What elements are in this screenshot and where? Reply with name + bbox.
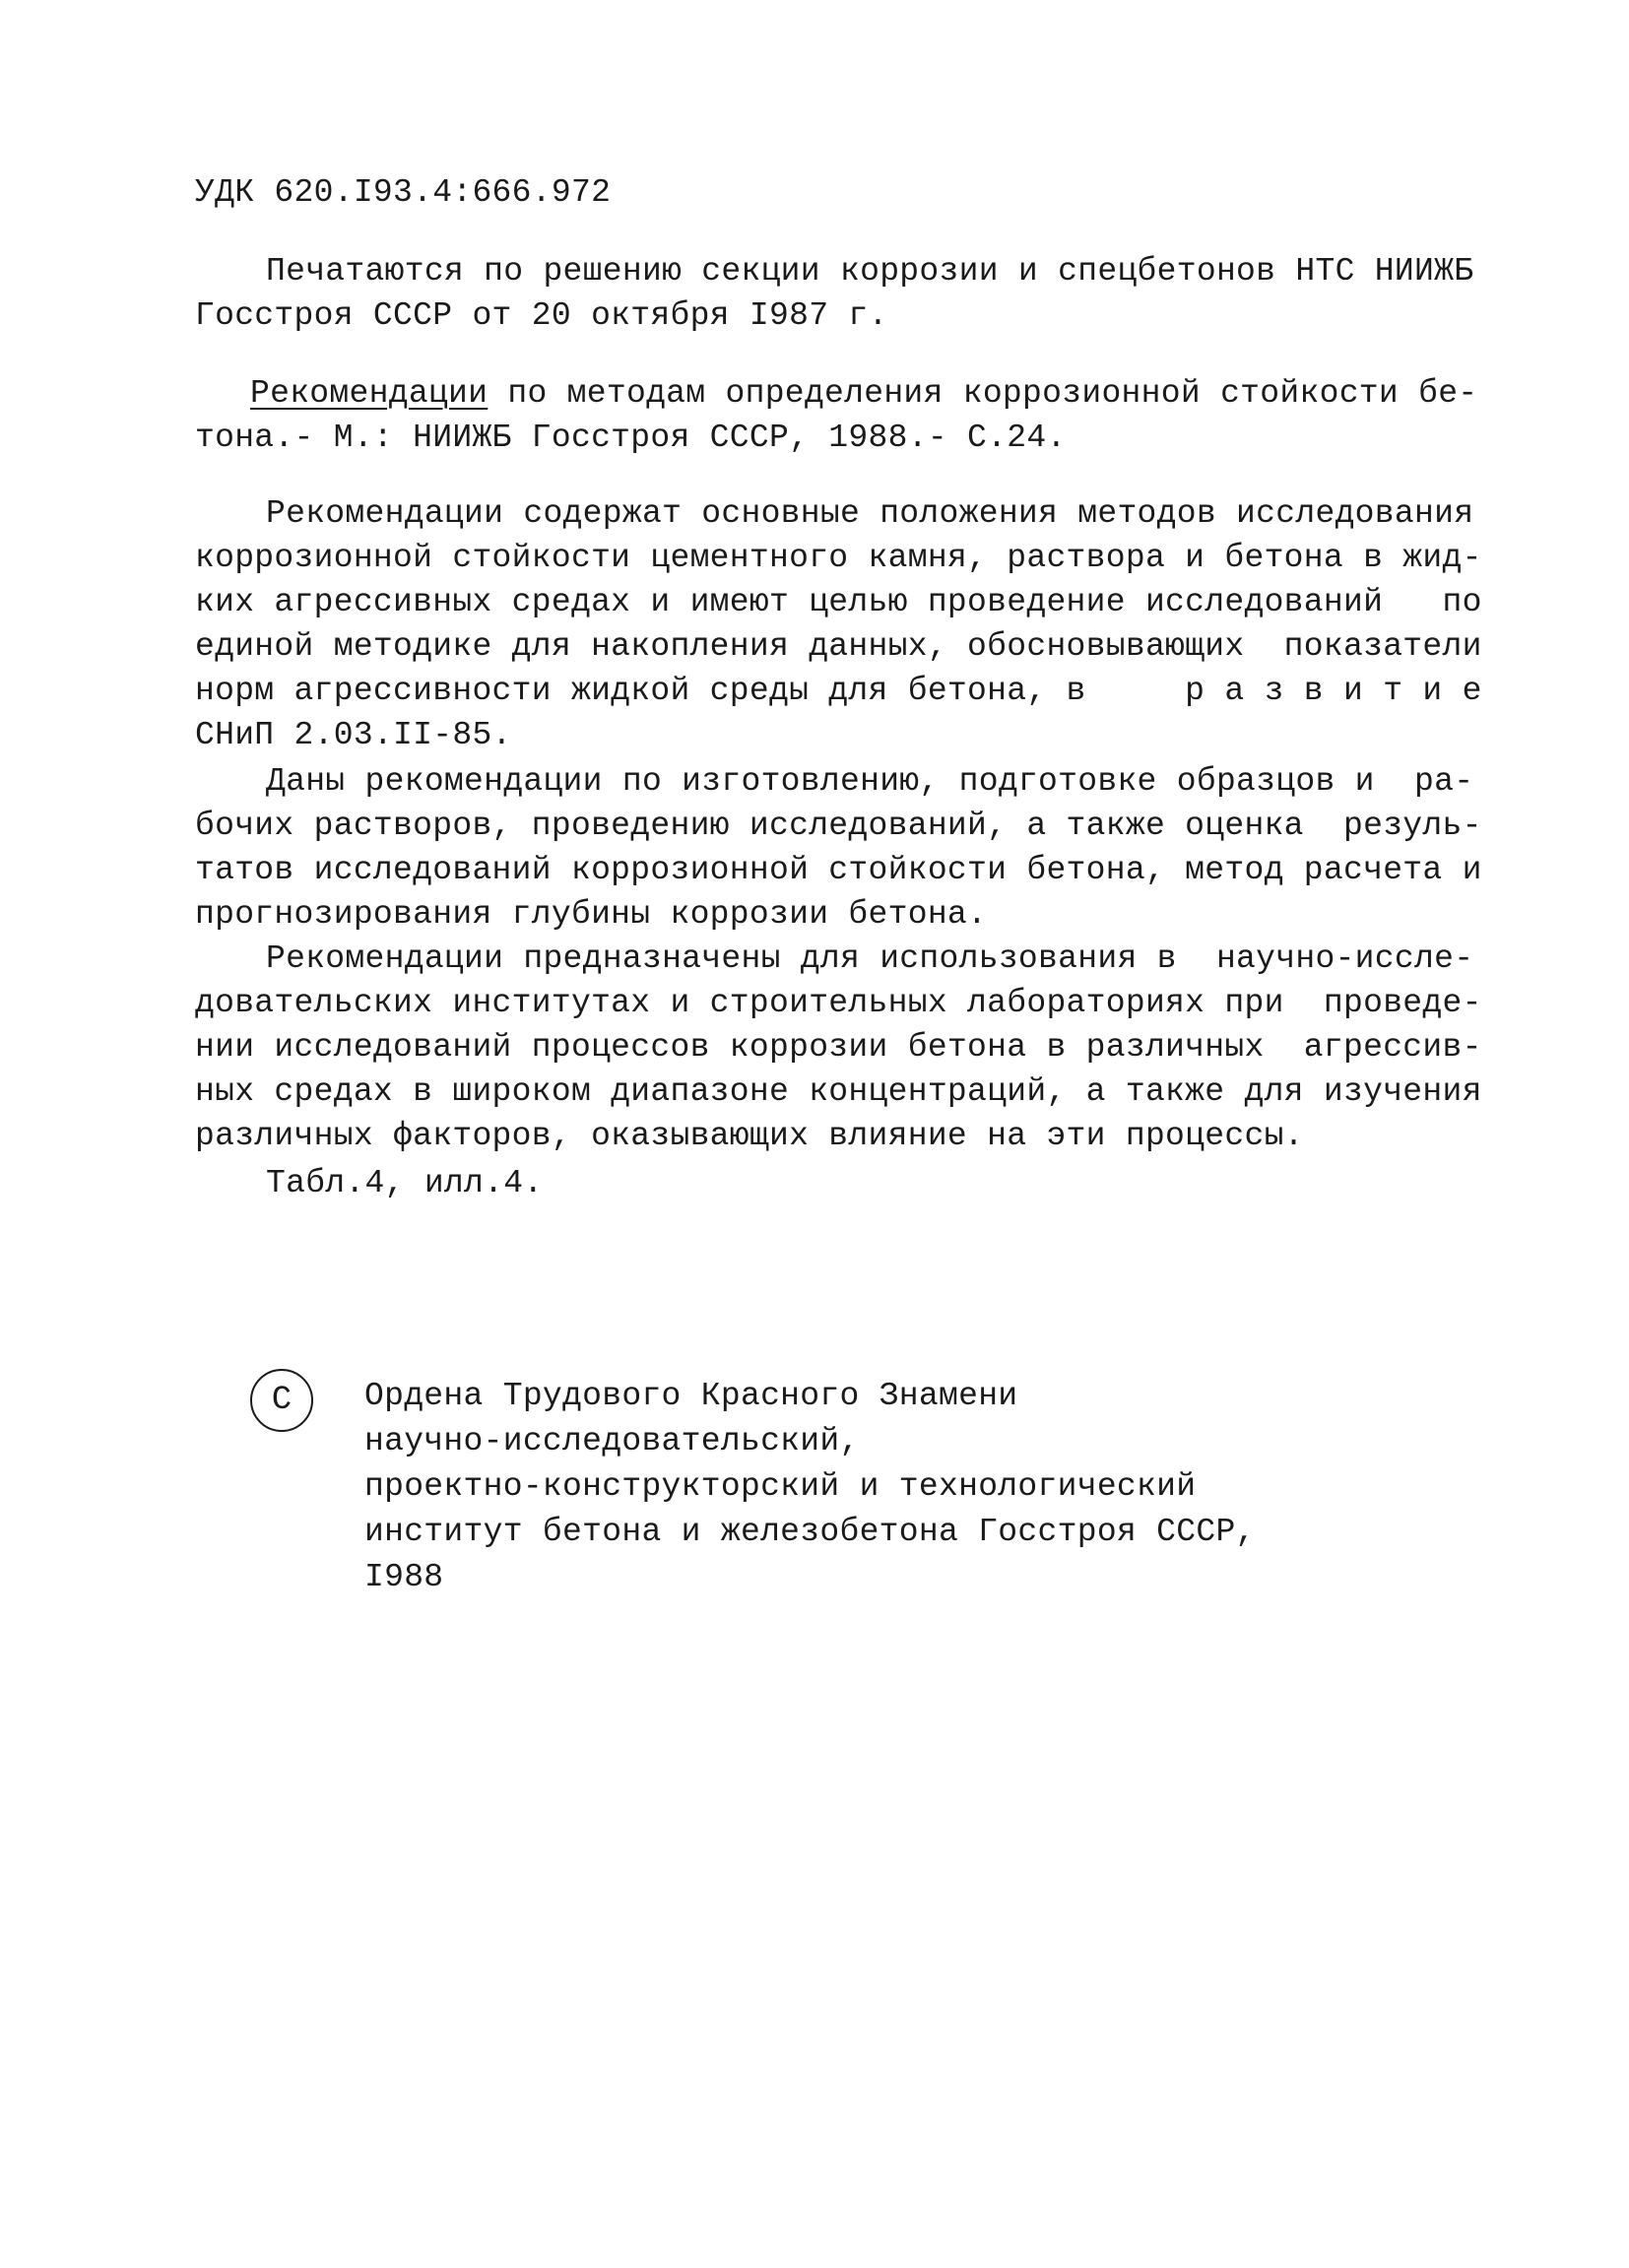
copyright-symbol: С	[271, 1382, 293, 1419]
abstract-p1-line-4: единой методике для накопления данных, обосновывающих показатели	[195, 628, 1482, 665]
abstract-p1-line-1: Рекомендации содержат основные положения методов исследования	[266, 495, 1474, 532]
citation-line-2: тона.- М.: НИИЖБ Госстроя СССР, 1988.- С.24.	[195, 420, 1067, 456]
abstract-p1-line-2: коррозионной стойкости цементного камня, раствора и бетона в жид-	[195, 540, 1482, 576]
copyright-line-2: научно-исследовательский,	[364, 1423, 860, 1459]
citation-line-1	[250, 372, 1477, 416]
copyright-line-3: проектно-конструкторский и технологический	[364, 1468, 1197, 1505]
abstract-p1-line-6: СНиП 2.03.II-85.	[195, 717, 512, 753]
abstract-p3-line-1: Рекомендации предназначены для использования в научно-иссле-	[266, 940, 1474, 977]
citation-title-word: Рекомендации	[250, 375, 489, 412]
abstract-p3-line-4: ных средах в широком диапазоне концентраций, а также для изучения	[195, 1073, 1482, 1110]
approval-line-2: Госстроя СССР от 20 октября I987 г.	[195, 297, 888, 334]
copyright-line-4: институт бетона и железобетона Госстроя СССР,	[364, 1514, 1256, 1550]
tables-illustrations-count: Табл.4, илл.4.	[266, 1165, 544, 1201]
abstract-p3-line-5: различных факторов, оказывающих влияние на эти процессы.	[195, 1118, 1304, 1154]
copyright-icon	[250, 1369, 313, 1432]
abstract-p1-line-5: норм агрессивности жидкой среды для бетона, в р а з в и т и е	[195, 673, 1482, 709]
approval-line-1: Печатаются по решению секции коррозии и спецбетонов НТС НИИЖБ	[266, 253, 1474, 290]
abstract-p2-line-3: татов исследований коррозионной стойкости бетона, метод расчета и	[195, 852, 1482, 888]
abstract-p2-line-1: Даны рекомендации по изготовлению, подготовке образцов и ра-	[266, 763, 1474, 800]
udc-code: УДК 620.I93.4:666.972	[195, 174, 612, 211]
copyright-line-5: I988	[364, 1559, 444, 1595]
copyright-line-1: Ордена Трудового Красного Знамени	[364, 1378, 1018, 1414]
abstract-p3-line-3: нии исследований процессов коррозии бетона в различных агрессив-	[195, 1029, 1482, 1066]
abstract-p1-line-3: ких агрессивных средах и имеют целью проведение исследований по	[195, 584, 1482, 620]
citation-line-1-rest: по методам определения коррозионной стойкости бе-	[488, 375, 1478, 412]
abstract-p3-line-2: довательских институтах и строительных лабораториях при проведе-	[195, 985, 1482, 1021]
abstract-p2-line-4: прогнозирования глубины коррозии бетона.	[195, 896, 988, 933]
abstract-p2-line-2: бочих растворов, проведению исследований, а также оценка резуль-	[195, 808, 1482, 844]
